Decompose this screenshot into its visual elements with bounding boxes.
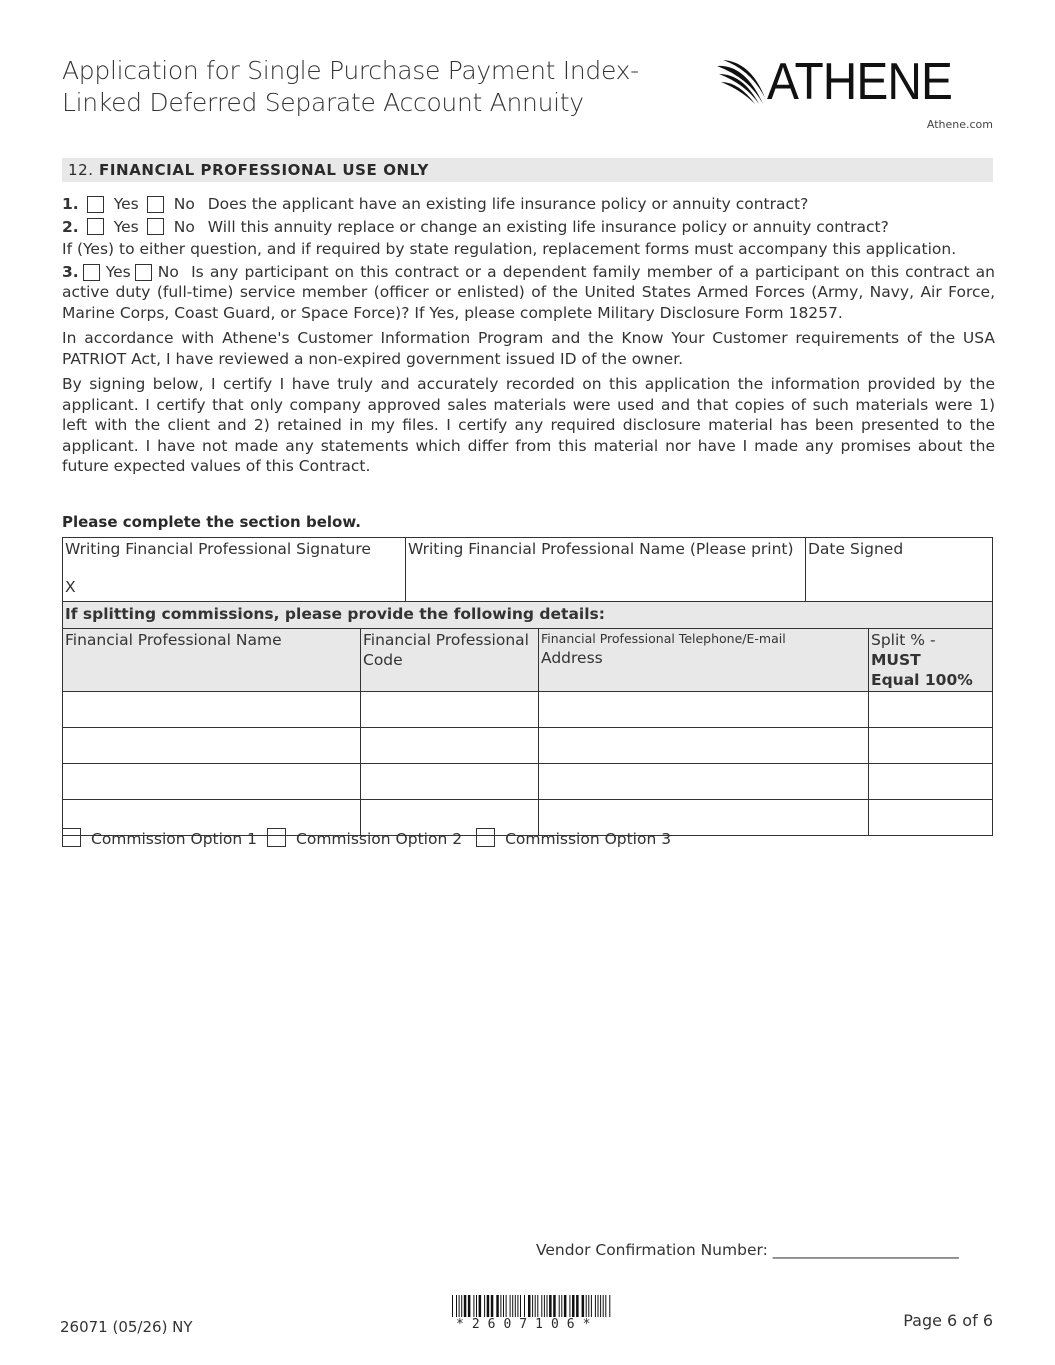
barcode-bar	[537, 1295, 538, 1317]
barcode-bar	[491, 1295, 494, 1317]
input-cell[interactable]	[539, 728, 869, 764]
barcode-bar	[595, 1295, 596, 1317]
replacement-note: If (Yes) to either question, and if required by state regulation, replacement forms must accompany this application.	[62, 240, 957, 258]
barcode-bar	[598, 1295, 599, 1317]
barcode-bar	[605, 1295, 606, 1317]
input-cell[interactable]	[361, 728, 539, 764]
barcode-bar	[476, 1295, 477, 1317]
barcode-bar	[487, 1295, 490, 1317]
yes-label: Yes	[113, 217, 139, 236]
title-line: Application for Single Purchase Payment Index-	[62, 56, 639, 85]
website: Athene.com	[926, 118, 993, 131]
barcode-bar	[600, 1295, 601, 1317]
header-line: Financial Professional Telephone/E-mail	[541, 631, 786, 646]
yes-checkbox[interactable]	[87, 218, 104, 235]
header-emphasis: Equal 100%	[871, 671, 973, 689]
field-label: Writing Financial Professional Signature	[65, 540, 371, 558]
field-label: Date Signed	[808, 540, 904, 558]
barcode-bar	[553, 1295, 556, 1317]
signature-field[interactable]	[63, 538, 406, 602]
section-title: FINANCIAL PROFESSIONAL USE ONLY	[99, 161, 429, 179]
no-label: No	[173, 217, 195, 236]
logo-wing-icon	[715, 58, 767, 110]
yes-label: Yes	[105, 262, 131, 281]
barcode-bar	[559, 1295, 560, 1317]
page-title	[62, 55, 639, 119]
split-commission-table	[62, 601, 993, 836]
barcode-bar	[586, 1295, 587, 1317]
section-header	[62, 158, 993, 182]
commission-option-3-checkbox[interactable]	[476, 828, 495, 847]
barcode-bar	[576, 1295, 579, 1317]
question-1	[62, 194, 995, 215]
barcode-bar	[541, 1295, 542, 1317]
commission-option-1-checkbox[interactable]	[62, 828, 81, 847]
instructions: Please complete the section below.	[62, 513, 361, 531]
question-text: Will this annuity replace or change an existing life insurance policy or annuity contract?	[207, 217, 889, 236]
input-cell[interactable]	[361, 764, 539, 800]
no-checkbox[interactable]	[147, 218, 164, 235]
barcode-bar	[456, 1295, 457, 1317]
barcode-text: *2607106*	[456, 1317, 599, 1332]
input-cell[interactable]	[361, 692, 539, 728]
barcode-bar	[464, 1295, 467, 1317]
page-number: Page 6 of 6	[903, 1311, 993, 1330]
barcode-bar	[461, 1295, 462, 1317]
table-row	[63, 692, 993, 728]
column-header: Financial Professional Name	[63, 629, 361, 692]
barcode-bar	[506, 1295, 507, 1317]
barcode-bar	[503, 1295, 504, 1317]
table-row	[63, 764, 993, 800]
yes-checkbox[interactable]	[87, 196, 104, 213]
barcode-bar	[517, 1295, 518, 1317]
barcode-bar	[591, 1295, 592, 1317]
barcode-bar	[528, 1295, 531, 1317]
vendor-confirmation: Vendor Confirmation Number: ________________________	[536, 1241, 959, 1259]
column-header	[869, 629, 993, 692]
barcode-bar	[588, 1295, 589, 1317]
table-row	[63, 728, 993, 764]
signature-table	[62, 537, 993, 602]
yes-checkbox[interactable]	[83, 264, 100, 281]
barcode-bar	[609, 1295, 610, 1317]
barcode-bar	[500, 1295, 501, 1317]
barcode-bar	[572, 1295, 575, 1317]
barcode-bar	[532, 1295, 533, 1317]
question-3	[62, 262, 995, 324]
barcode-bar	[512, 1295, 513, 1317]
question-number: 2.	[62, 217, 79, 236]
no-checkbox[interactable]	[147, 196, 164, 213]
header-text: Split % -	[871, 631, 936, 649]
barcode-bar	[564, 1295, 567, 1317]
question-text: Is any participant on this contract or a dependent family member of a participant on this contract an active duty (full-time) service member (officer or enlisted) of the United States Armed Forces (Army, Navy, Air Force, Marine Corps, Coast Guard, or Space Force)? If Yes, please complete Military Disclosure Form 18257.	[62, 262, 995, 322]
barcode-bar	[496, 1295, 499, 1317]
option-label: Commission Option 1	[91, 830, 258, 848]
date-field[interactable]	[806, 538, 993, 602]
logo-text: ATHENE	[767, 53, 952, 111]
barcode-bar	[603, 1295, 604, 1317]
barcode-bar	[520, 1295, 521, 1317]
no-checkbox[interactable]	[135, 264, 152, 281]
cip-statement: In accordance with Athene's Customer Information Program and the Know Your Customer requirements of the USA PATRIOT Act, I have reviewed a non-expired government issued ID of the owner.	[62, 329, 995, 368]
barcode-bar	[479, 1295, 482, 1317]
question-number: 3.	[62, 262, 79, 281]
barcode-bar	[473, 1295, 474, 1317]
field-label: Writing Financial Professional Name (Please print)	[408, 540, 794, 558]
input-cell[interactable]	[63, 764, 361, 800]
barcode-bar	[515, 1295, 516, 1317]
input-cell[interactable]	[869, 692, 993, 728]
barcode	[452, 1295, 614, 1317]
questions-block	[62, 194, 995, 482]
input-cell[interactable]	[869, 764, 993, 800]
column-header: Financial Professional Code	[361, 629, 539, 692]
form-number: 26071 (05/26) NY	[60, 1318, 193, 1336]
barcode-bar	[452, 1295, 453, 1317]
commission-option-2-checkbox[interactable]	[267, 828, 286, 847]
no-label: No	[157, 262, 179, 281]
column-header	[539, 629, 869, 692]
commission-options	[62, 826, 671, 848]
section-number: 12.	[68, 161, 94, 179]
no-label: No	[173, 195, 195, 213]
signature-x: X	[65, 578, 76, 596]
input-cell[interactable]	[539, 692, 869, 728]
certification-statement: By signing below, I certify I have truly and accurately recorded on this application the information provided by the applicant. I certify that only company approved sales materials were used and that copies of such materials were 1) left with the client and 2) retained in my files. I certify any required disclosure material has been presented to the applicant. I have not made any statements which differ from this material nor have I made any promises about the future expected values of this Contract.	[62, 375, 995, 475]
barcode-bar	[468, 1295, 471, 1317]
header-line: Address	[541, 649, 603, 667]
input-cell[interactable]	[869, 800, 993, 836]
athene-logo	[715, 53, 995, 111]
option-label: Commission Option 3	[505, 830, 672, 848]
barcode-bar	[544, 1295, 545, 1317]
header-emphasis: MUST	[871, 651, 921, 669]
input-cell[interactable]	[63, 728, 361, 764]
barcode-bar	[484, 1295, 485, 1317]
barcode-bar	[569, 1295, 570, 1317]
split-heading: If splitting commissions, please provide the following details:	[63, 602, 993, 629]
barcode-bar	[582, 1295, 585, 1317]
barcode-bar	[524, 1295, 525, 1317]
name-field[interactable]	[406, 538, 806, 602]
barcode-bar	[510, 1295, 511, 1317]
barcode-bar	[549, 1295, 552, 1317]
barcode-bar	[459, 1295, 460, 1317]
input-cell[interactable]	[63, 692, 361, 728]
option-label: Commission Option 2	[296, 830, 463, 848]
question-text: Does the applicant have an existing life insurance policy or annuity contract?	[207, 195, 809, 213]
barcode-bar	[561, 1295, 562, 1317]
title-line: Linked Deferred Separate Account Annuity	[62, 88, 584, 117]
barcode-bar	[535, 1295, 536, 1317]
barcode-bar	[547, 1295, 548, 1317]
yes-label: Yes	[113, 195, 139, 213]
input-cell[interactable]	[539, 764, 869, 800]
question-number: 1.	[62, 195, 79, 213]
input-cell[interactable]	[869, 728, 993, 764]
question-2	[62, 217, 995, 238]
